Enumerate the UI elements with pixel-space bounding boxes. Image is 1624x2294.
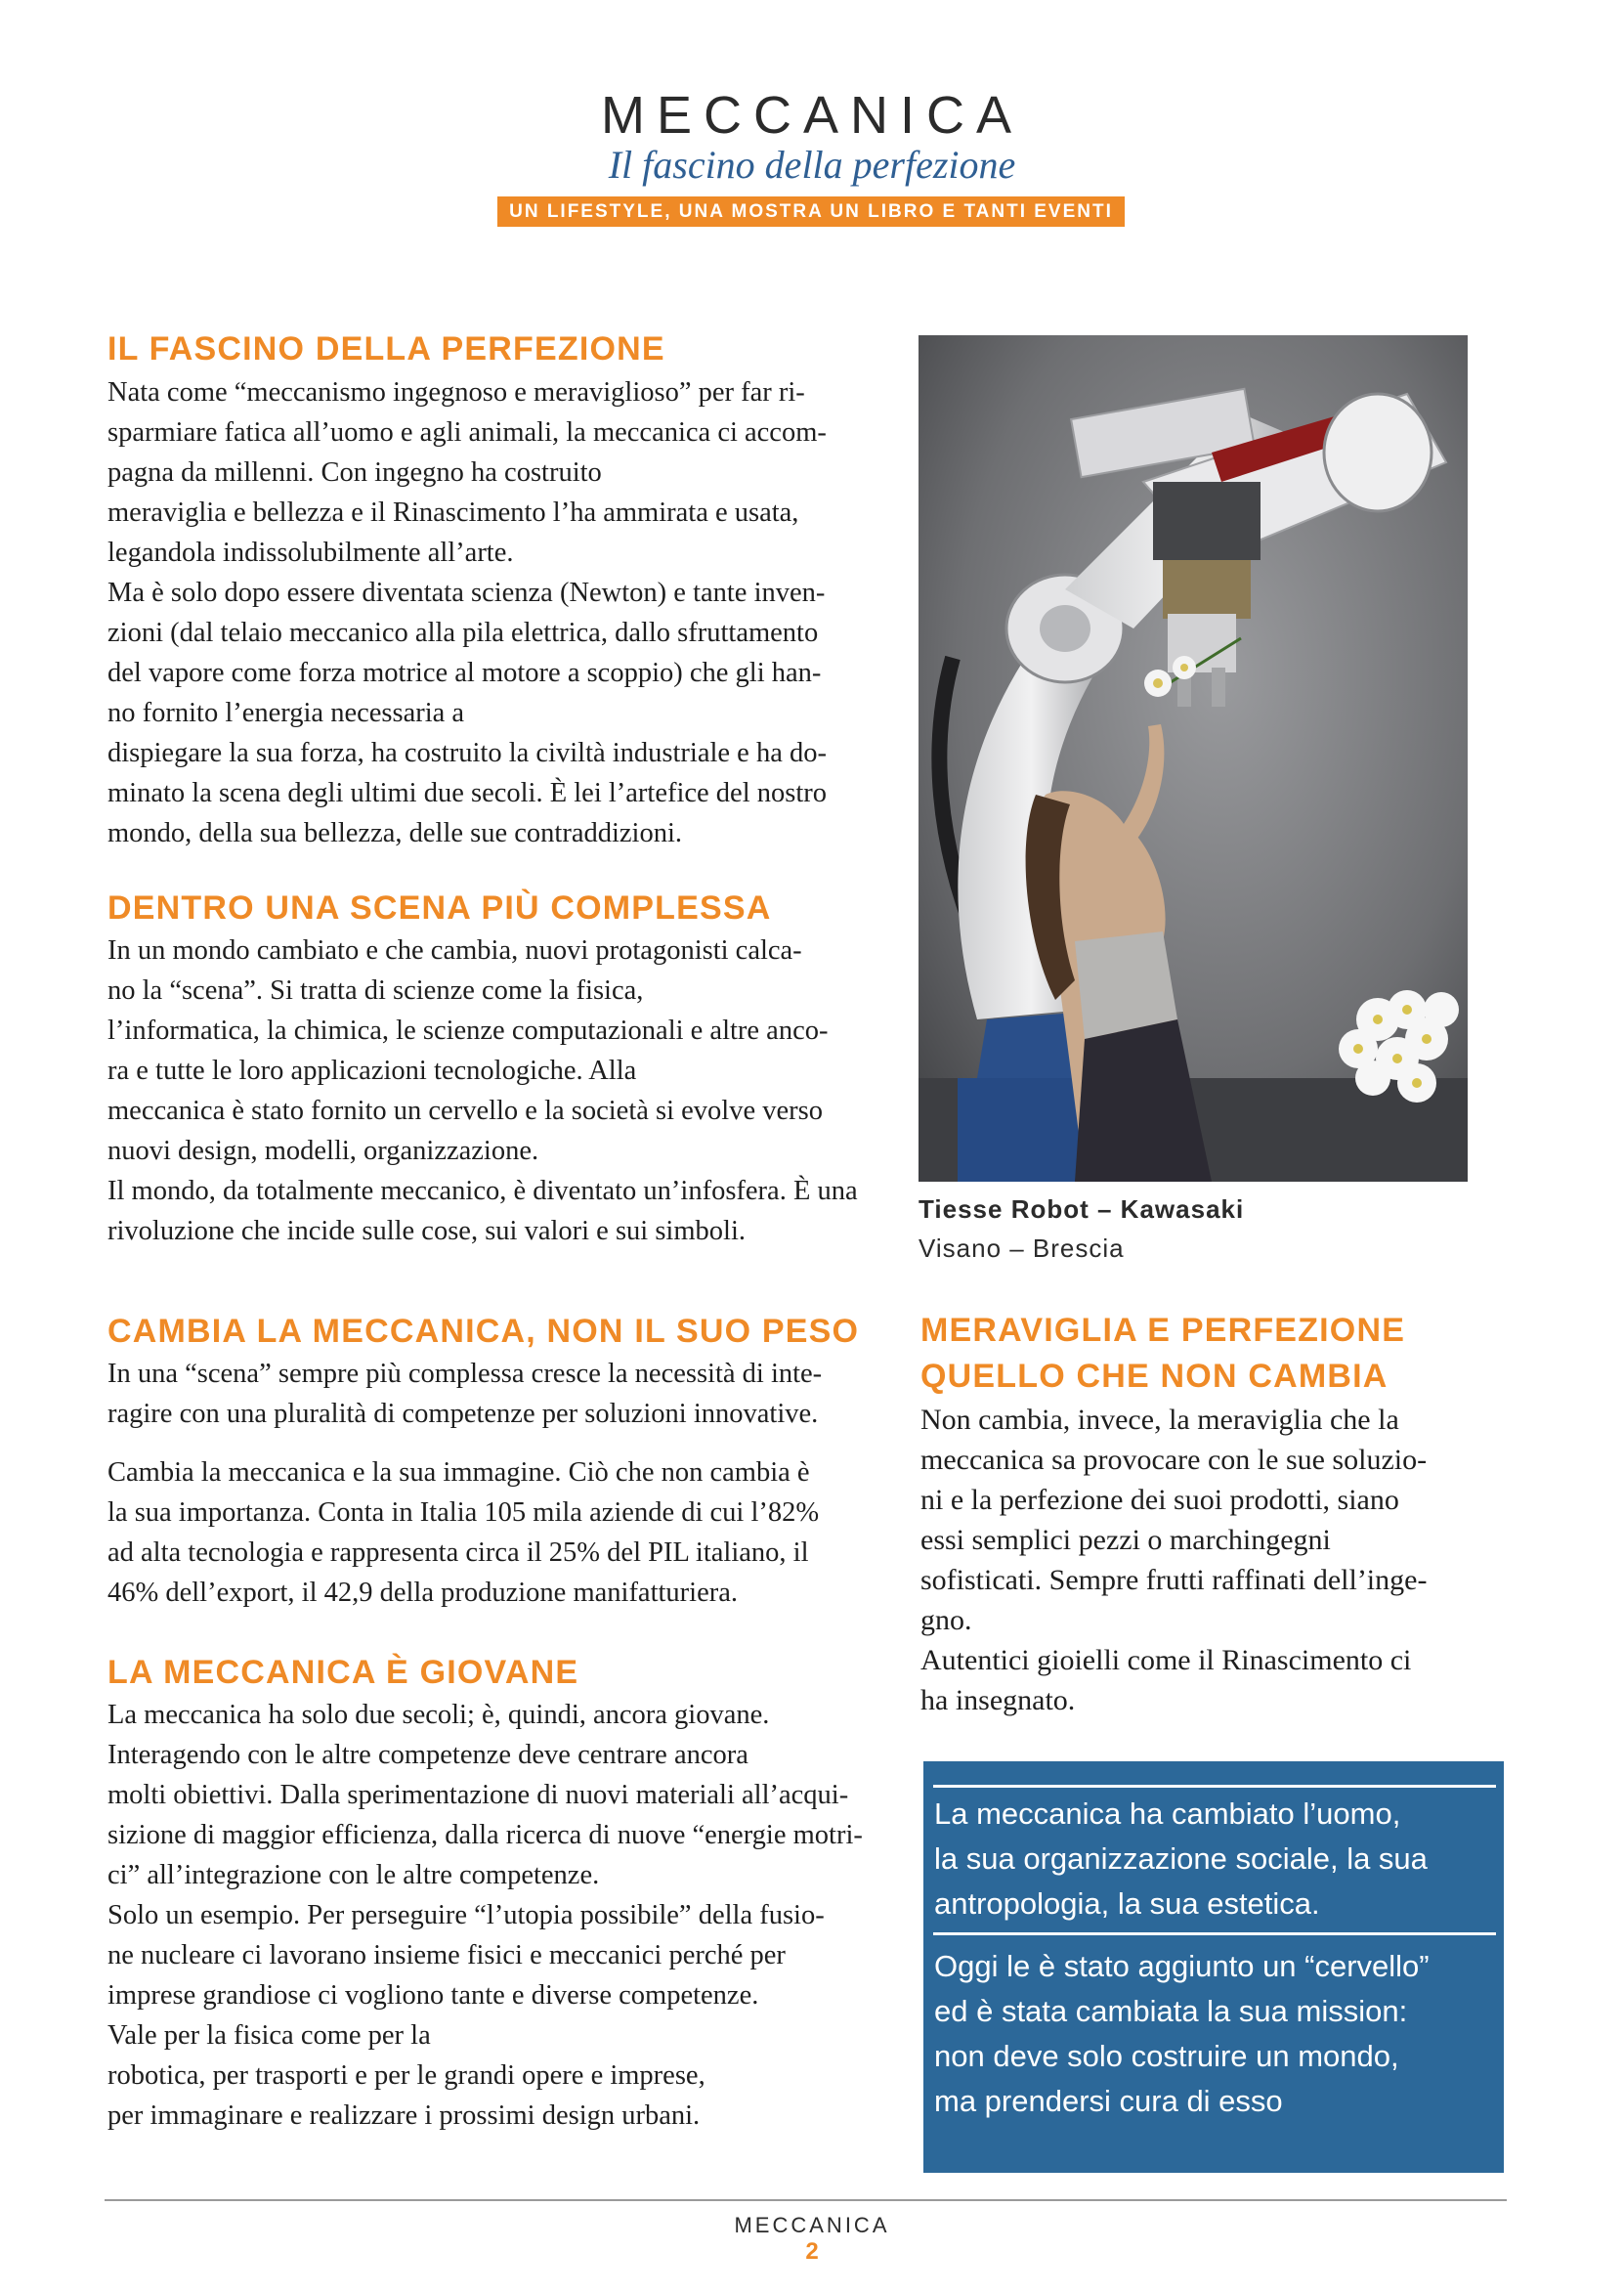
tagline-band: UN LIFESTYLE, UNA MOSTRA UN LIBRO E TANTI EVENTI xyxy=(497,196,1125,227)
quote-text-1: La meccanica ha cambiato l’uomo, la sua organizzazione sociale, la sua antropologia, la sua estetica. xyxy=(934,1796,1428,1921)
heading-giovane: LA MECCANICA È GIOVANE xyxy=(107,1654,579,1691)
heading-meraviglia-line2: QUELLO CHE NON CAMBIA xyxy=(920,1358,1389,1395)
pull-quote-box xyxy=(923,1761,1504,2173)
heading-meraviglia-line1: MERAVIGLIA E PERFEZIONE xyxy=(920,1312,1406,1349)
paragraph-cambia-1: In una “scena” sempre più complessa cresce la necessità di inte- ragire con una pluralità di competenze per soluzioni innovative. xyxy=(107,1359,823,1429)
paragraph-meraviglia: Non cambia, invece, la meraviglia che la meccanica sa provocare con le sue soluzio- ni e la perfezione dei suoi prodotti, siano essi semplici pezzi o marchingegni sofisticati. Sempre frutti raffinati dell’inge- gno. Autentici gioielli come il Rinascimento ci ha insegnato. xyxy=(920,1404,1428,1716)
paragraph-scena-complessa: In un mondo cambiato e che cambia, nuovi protagonisti calca- no la “scena”. Si tratta di scienze come la fisica, l’informatica, la chimica, le scienze computazionali e altre anco- ra e tutte le loro applicazioni tecnologiche. Alla meccanica è stato fornito un cervello e la società si evolve verso nuovi design, modelli, organizzazione. Il mondo, da totalmente meccanico, è diventato un’infosfera. È una rivoluzione che incide sulle cose, sui valori e sui simboli. xyxy=(107,935,858,1246)
magazine-subtitle: Il fascino della perfezione xyxy=(608,143,1016,187)
quote-rule-middle xyxy=(933,1932,1496,1935)
quote-rule-top xyxy=(933,1785,1496,1788)
footer-label: MECCANICA xyxy=(734,2213,890,2237)
page-number: 2 xyxy=(805,2238,819,2265)
photo-caption-title: Tiesse Robot – Kawasaki xyxy=(919,1194,1245,1224)
magazine-title: MECCANICA xyxy=(600,86,1024,145)
heading-scena-complessa: DENTRO UNA SCENA PIÙ COMPLESSA xyxy=(107,889,772,927)
photo-caption-place: Visano – Brescia xyxy=(919,1234,1125,1263)
footer-divider xyxy=(105,2199,1507,2201)
robot-photo xyxy=(919,335,1468,1182)
paragraph-fascino: Nata come “meccanismo ingegnoso e meraviglioso” per far ri- sparmiare fatica all’uomo e agli animali, la meccanica ci accom- pagna da millenni. Con ingegno ha costruito meraviglia e bellezza e il Rinascimento l’ha ammirata e usata, legandola indissolubilmente all’arte. Ma è solo dopo essere diventata scienza (Newton) e tante inven- zioni (dal telaio meccanico alla pila elettrica, dallo sfruttamento del vapore come forza motrice al motore a scoppio) che gli han- no fornito l’energia necessaria a dispiegare la sua forza, ha costruito la civiltà industriale e ha do- minato la scena degli ultimi due secoli. È lei l’artefice del nostro mondo, della sua bellezza, delle sue contraddizioni. xyxy=(107,377,828,848)
quote-text-2: Oggi le è stato aggiunto un “cervello” ed è stata cambiata la sua mission: non deve solo costruire un mondo, ma prendersi cura di esso xyxy=(934,1949,1430,2118)
robot-arm-illustration xyxy=(919,335,1468,1182)
paragraph-cambia-2: Cambia la meccanica e la sua immagine. Ciò che non cambia è la sua importanza. Conta in Italia 105 mila aziende di cui l’82% ad alta tecnologia e rappresenta circa il 25% del PIL italiano, il 46% dell’export, il 42,9 della produzione manifatturiera. xyxy=(107,1457,820,1608)
heading-cambia-meccanica: CAMBIA LA MECCANICA, NON IL SUO PESO xyxy=(107,1313,860,1350)
heading-fascino: IL FASCINO DELLA PERFEZIONE xyxy=(107,330,665,368)
paragraph-giovane: La meccanica ha solo due secoli; è, quindi, ancora giovane. Interagendo con le altre competenze deve centrare ancora molti obiettivi. Dalla sperimentazione di nuovi materiali all’acqui- sizione di maggior efficienza, dalla ricerca di nuove “energie motri- ci” all’integrazione con le altre competenze. Solo un esempio. Per perseguire “l’utopia possibile” della fusio- ne nucleare ci lavorano insieme fisici e meccanici perché per imprese grandiose ci vogliono tante e diverse competenze. Vale per la fisica come per la robotica, per trasporti e per le grandi opere e imprese, per immaginare e realizzare i prossimi design urbani. xyxy=(107,1700,863,2131)
